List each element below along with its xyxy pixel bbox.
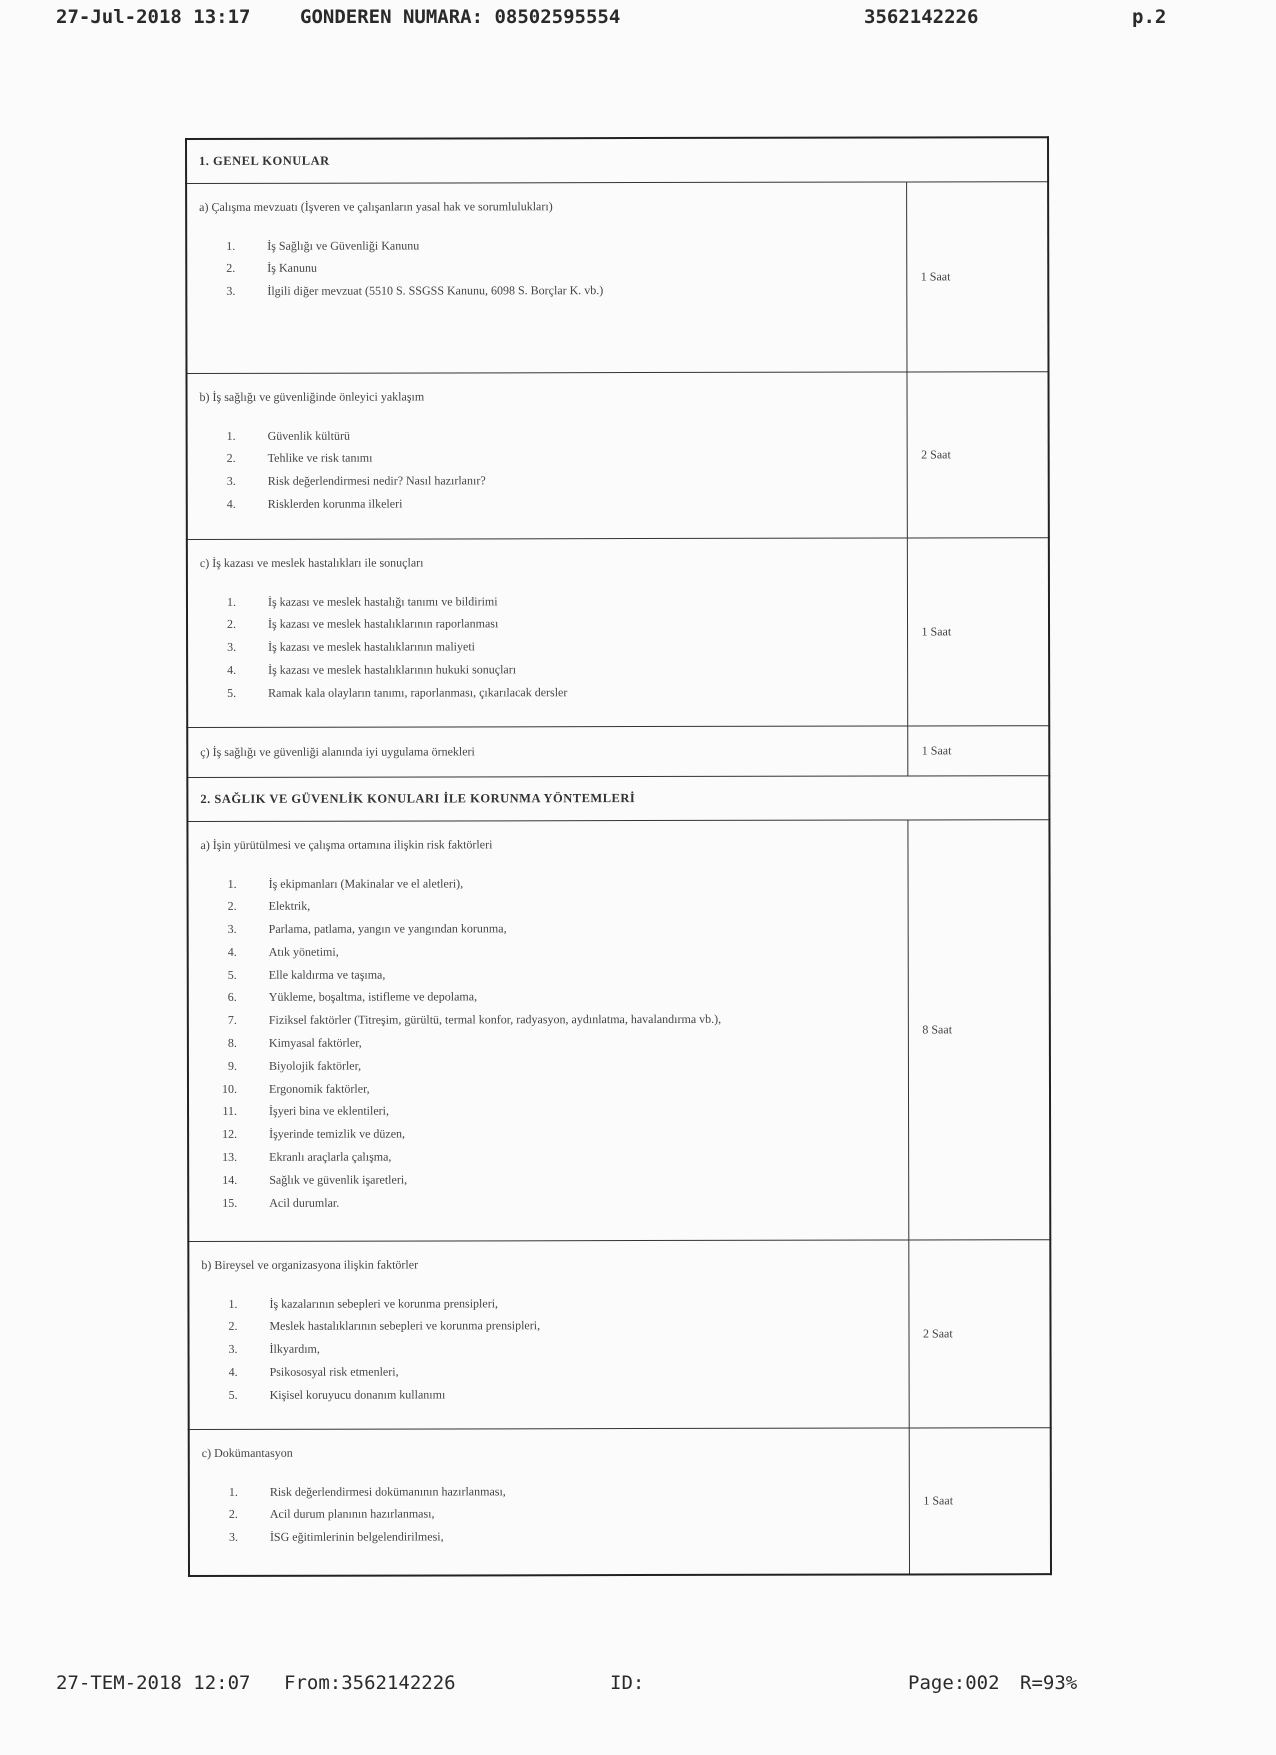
list-item-number: 1. — [226, 428, 236, 443]
topic-item-list — [187, 233, 906, 303]
fax-footer — [0, 1672, 1276, 1712]
list-item-number: 1. — [226, 594, 236, 609]
list-item-text: İşyerinde temizlik ve düzen, — [269, 1126, 406, 1142]
fax-header-number: 3562142226 — [864, 6, 979, 28]
list-item-text: İş kazası ve meslek hastalığı tanımı ve bildirimi — [267, 593, 498, 609]
list-item — [189, 1053, 908, 1077]
list-item — [189, 894, 908, 918]
topic-hours: 1 Saat — [907, 537, 1049, 725]
list-item-text: İşyeri bina ve eklentileri, — [269, 1104, 390, 1119]
list-item-number: 3. — [226, 473, 236, 489]
list-item-number: 3. — [227, 921, 237, 937]
topic-title: b) İş sağlığı ve güvenliğinde önleyici yaklaşım — [199, 388, 425, 404]
list-item-number: 1. — [227, 876, 237, 891]
list-item — [188, 446, 907, 470]
topic-content-cell — [188, 1239, 908, 1429]
fax-footer-from: From:3562142226 — [284, 1672, 456, 1694]
topic-title: a) Çalışma mevzuatı (İşveren ve çalışanların yasal hak ve sorumlulukları) — [199, 198, 553, 214]
list-item — [189, 871, 908, 895]
topic-hours: 2 Saat — [906, 371, 1048, 537]
list-item-number: 2. — [228, 1507, 238, 1522]
list-item-number: 12. — [222, 1127, 238, 1142]
fax-footer-datetime: 27-TEM-2018 12:07 — [56, 1672, 251, 1694]
list-item — [189, 985, 908, 1009]
list-item-text: Tehlike ve risk tanımı — [267, 450, 373, 466]
list-item-text: Risklerden korunma ilkeleri — [267, 496, 403, 511]
list-item-number: 1. — [226, 238, 236, 253]
list-item-number: 8. — [227, 1035, 237, 1050]
list-item-number: 9. — [227, 1058, 237, 1073]
list-item — [188, 680, 907, 704]
list-item — [190, 1479, 909, 1503]
list-item-text: Risk değerlendirmesi nedir? Nasıl hazırlanır? — [267, 473, 486, 488]
topic-row — [189, 1427, 1051, 1576]
list-item — [189, 1008, 908, 1032]
list-item-number: 3. — [227, 639, 237, 655]
topic-item-list — [188, 589, 907, 704]
topic-title: b) Bireysel ve organizasyona ilişkin faktörler — [201, 1257, 419, 1272]
list-item — [190, 1382, 909, 1406]
topic-item-list — [189, 1291, 908, 1406]
list-item-text: İş Sağlığı ve Güvenliği Kanunu — [267, 238, 420, 253]
list-item — [188, 635, 907, 659]
list-item — [190, 1337, 909, 1361]
fax-footer-id: ID: — [610, 1672, 645, 1694]
list-item-text: Acil durum planının hazırlanması, — [269, 1506, 435, 1522]
list-item-number: 2. — [227, 617, 237, 632]
list-item — [189, 1031, 908, 1055]
list-item-text: Kimyasal faktörler, — [268, 1035, 362, 1050]
list-item-text: Ekranlı araçlarla çalışma, — [269, 1149, 392, 1164]
section-title: 1. GENEL KONULAR — [186, 137, 1048, 183]
list-item-number: 6. — [227, 990, 237, 1005]
topic-row — [187, 725, 1049, 777]
list-item — [189, 1122, 908, 1146]
topic-title: c) Dokümantasyon — [201, 1445, 293, 1460]
topic-content-cell — [186, 181, 906, 373]
list-item — [188, 469, 907, 493]
list-item-text: Ramak kala olayların tanımı, raporlanması, çıkarılacak dersler — [268, 684, 568, 700]
list-item-text: İlkyardım, — [269, 1341, 320, 1356]
topic-hours: 2 Saat — [908, 1239, 1050, 1427]
topic-title: a) İşin yürütülmesi ve çalışma ortamına ilişkin risk faktörleri — [200, 836, 493, 852]
list-item — [188, 491, 907, 515]
list-item-text: İş kazası ve meslek hastalıklarının maliyeti — [268, 639, 476, 654]
list-item — [188, 589, 907, 613]
list-item-number: 10. — [221, 1081, 238, 1096]
topic-row — [187, 819, 1050, 1241]
list-item-number: 3. — [228, 1529, 238, 1545]
topic-content-cell — [187, 537, 907, 727]
topic-content-cell — [187, 819, 908, 1241]
list-item-number: 3. — [226, 283, 236, 299]
topic-title: ç) İş sağlığı ve güvenliği alanında iyi uygulama örnekleri — [200, 743, 475, 759]
topic-row — [188, 1239, 1050, 1429]
section-header-row — [187, 775, 1049, 821]
list-item — [189, 962, 908, 986]
list-item-number: 1. — [228, 1296, 238, 1311]
list-item-number: 2. — [226, 451, 236, 466]
fax-footer-resolution: R=93% — [1020, 1672, 1078, 1694]
list-item-number: 4. — [227, 662, 237, 677]
list-item-text: Psikososyal risk etmenleri, — [269, 1364, 399, 1379]
list-item-text: İlgili diğer mevzuat (5510 S. SSGSS Kanunu, 6098 S. Borçlar K. vb.) — [267, 283, 604, 298]
list-item-number: 11. — [222, 1104, 238, 1119]
list-item — [190, 1525, 909, 1549]
topic-row — [186, 371, 1048, 539]
list-item-text: Sağlık ve güvenlik işaretleri, — [269, 1172, 408, 1187]
list-item — [189, 1314, 908, 1338]
list-item-text: İş kazalarının sebepleri ve korunma prensipleri, — [269, 1295, 499, 1311]
topic-row — [186, 181, 1048, 373]
list-item — [190, 1502, 909, 1526]
list-item-text: Meslek hastalıklarının sebepleri ve korunma prensipleri, — [269, 1318, 541, 1334]
list-item-number: 5. — [228, 1387, 238, 1402]
topic-title: c) İş kazası ve meslek hastalıkları ile sonuçları — [199, 555, 424, 570]
list-item-text: Yükleme, boşaltma, istifleme ve depolama, — [268, 989, 478, 1005]
section-header-row — [186, 137, 1048, 183]
topic-hours: 1 Saat — [907, 725, 1049, 775]
list-item — [187, 279, 906, 303]
list-item-number: 13. — [222, 1149, 238, 1164]
list-item-number: 4. — [227, 944, 237, 959]
list-item — [187, 256, 906, 280]
list-item-text: Elektrik, — [268, 899, 311, 914]
list-item-text: Kişisel koruyucu donanım kullanımı — [269, 1387, 446, 1402]
fax-header — [0, 6, 1276, 46]
list-item-number: 15. — [222, 1195, 238, 1210]
list-item — [188, 657, 907, 681]
list-item-text: Elle kaldırma ve taşıma, — [268, 967, 386, 982]
topic-hours: 8 Saat — [907, 819, 1050, 1239]
topic-item-list — [188, 423, 907, 516]
list-item-text: Fiziksel faktörler (Titreşim, gürültü, termal konfor, radyasyon, aydınlatma, havalandırma vb.), — [268, 1012, 722, 1028]
list-item-number: 3. — [228, 1341, 238, 1357]
list-item-text: Biyolojik faktörler, — [268, 1058, 362, 1073]
fax-header-page: p.2 — [1132, 6, 1167, 28]
list-item-text: İş ekipmanları (Makinalar ve el aletleri), — [268, 875, 464, 891]
list-item-number: 2. — [226, 261, 236, 276]
list-item — [189, 1076, 908, 1100]
fax-header-datetime: 27-Jul-2018 13:17 — [56, 6, 251, 28]
topic-row — [187, 537, 1049, 727]
topic-hours: 1 Saat — [909, 1427, 1051, 1574]
list-item — [189, 1167, 908, 1191]
list-item — [189, 1099, 908, 1123]
topic-content-cell — [186, 371, 906, 539]
list-item — [189, 1145, 908, 1169]
list-item-text: Atık yönetimi, — [268, 944, 339, 959]
list-item — [190, 1359, 909, 1383]
training-topics-table — [185, 136, 1052, 1577]
topic-item-list — [189, 871, 908, 1214]
list-item-number: 1. — [228, 1484, 238, 1499]
list-item-text: İş kazası ve meslek hastalıklarının raporlanması — [268, 616, 499, 632]
list-item — [189, 1291, 908, 1315]
list-item — [187, 233, 906, 257]
list-item-number: 2. — [227, 899, 237, 914]
list-item-text: İSG eğitimlerinin belgelendirilmesi, — [269, 1529, 444, 1544]
fax-footer-page: Page:002 — [908, 1672, 1000, 1694]
list-item-number: 4. — [228, 1364, 238, 1379]
list-item-text: Risk değerlendirmesi dokümanının hazırlanması, — [269, 1483, 506, 1499]
list-item — [188, 423, 907, 447]
list-item-number: 2. — [228, 1319, 238, 1334]
list-item-number: 7. — [227, 1013, 237, 1028]
list-item-text: Ergonomik faktörler, — [268, 1081, 370, 1096]
list-item — [189, 939, 908, 963]
fax-header-sender: GONDEREN NUMARA: 08502595554 — [300, 6, 621, 28]
list-item-text: Parlama, patlama, yangın ve yangından korunma, — [268, 921, 507, 936]
section-title: 2. SAĞLIK VE GÜVENLİK KONULARI İLE KORUNMA YÖNTEMLERİ — [187, 775, 1049, 821]
list-item — [189, 917, 908, 941]
list-item-text: Acil durumlar. — [269, 1195, 340, 1210]
list-item — [189, 1190, 908, 1214]
topic-content-cell — [189, 1427, 909, 1576]
list-item-number: 5. — [227, 967, 237, 982]
list-item-number: 5. — [227, 685, 237, 700]
list-item-text: İş Kanunu — [267, 261, 317, 276]
list-item-text: Güvenlik kültürü — [267, 428, 350, 443]
topic-hours: 1 Saat — [906, 181, 1048, 371]
topic-item-list — [190, 1479, 909, 1549]
list-item-number: 14. — [222, 1172, 238, 1187]
list-item — [188, 612, 907, 636]
list-item-number: 4. — [226, 496, 236, 511]
topic-content-cell — [187, 725, 907, 777]
list-item-text: İş kazası ve meslek hastalıklarının hukuki sonuçları — [268, 662, 517, 677]
